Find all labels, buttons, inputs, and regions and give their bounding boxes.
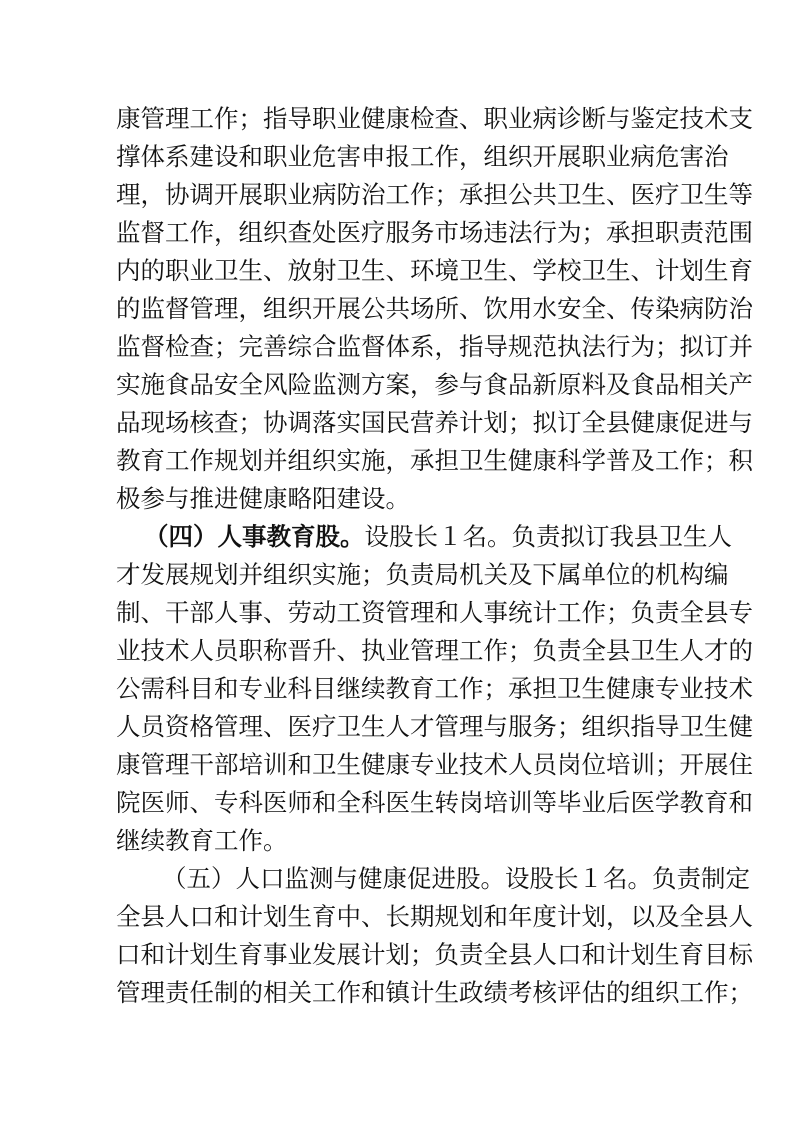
paragraph-1-line: 监督工作，组织查处医疗服务市场违法行为；承担职责范围: [116, 218, 753, 247]
paragraph-2-line: 院医师、专科医师和全科医生转岗培训等毕业后医学教育和: [116, 788, 753, 817]
paragraph-1-line: 的监督管理，组织开展公共场所、饮用水安全、传染病防治: [116, 294, 753, 323]
section-heading-personnel-education: （四）人事教育股。: [144, 522, 365, 551]
paragraph-2-line: 人员资格管理、医疗卫生人才管理与服务；组织指导卫生健: [116, 712, 753, 741]
paragraph-3-line: 口和计划生育事业发展计划；负责全县人口和计划生育目标: [116, 940, 753, 969]
paragraph-2-first-line: [144, 522, 732, 551]
paragraph-1-line: 教育工作规划并组织实施，承担卫生健康科学普及工作；积: [116, 446, 753, 475]
paragraph-2-line: 制、干部人事、劳动工资管理和人事统计工作；负责全县专: [116, 598, 753, 627]
paragraph-2-line: 继续教育工作。: [116, 826, 288, 855]
paragraph-1-line: 监督检查；完善综合监督体系，指导规范执法行为；拟订并: [116, 332, 753, 361]
paragraph-2-line: 康管理干部培训和卫生健康专业技术人员岗位培训；开展住: [116, 750, 753, 779]
paragraph-1-line: 内的职业卫生、放射卫生、环境卫生、学校卫生、计划生育: [116, 256, 753, 285]
paragraph-2-first-line-text: 设股长１名。负责拟订我县卫生人: [364, 522, 732, 551]
paragraph-1-line: 理，协调开展职业病防治工作；承担公共卫生、医疗卫生等: [116, 180, 753, 209]
paragraph-1-line: 撑体系建设和职业危害申报工作，组织开展职业病危害治: [116, 142, 729, 171]
paragraph-2-line: 公需科目和专业科目继续教育工作；承担卫生健康专业技术: [116, 674, 753, 703]
paragraph-1-line: 品现场核查；协调落实国民营养计划；拟订全县健康促进与: [116, 408, 753, 437]
paragraph-3-line: 管理责任制的相关工作和镇计生政绩考核评估的组织工作；: [116, 978, 753, 1007]
paragraph-1-line: 实施食品安全风险监测方案，参与食品新原料及食品相关产: [116, 370, 753, 399]
paragraph-2-line: 业技术人员职称晋升、执业管理工作；负责全县卫生人才的: [116, 636, 753, 665]
paragraph-1-line: 极参与推进健康略阳建设。: [116, 484, 410, 513]
paragraph-2-line: 才发展规划并组织实施；负责局机关及下属单位的机构编: [116, 560, 729, 589]
paragraph-3-first-line: （五）人口监测与健康促进股。设股长１名。负责制定: [162, 864, 750, 893]
paragraph-3-line: 全县人口和计划生育中、长期规划和年度计划，以及全县人: [116, 902, 753, 931]
paragraph-1-line: 康管理工作；指导职业健康检查、职业病诊断与鉴定技术支: [116, 104, 753, 133]
